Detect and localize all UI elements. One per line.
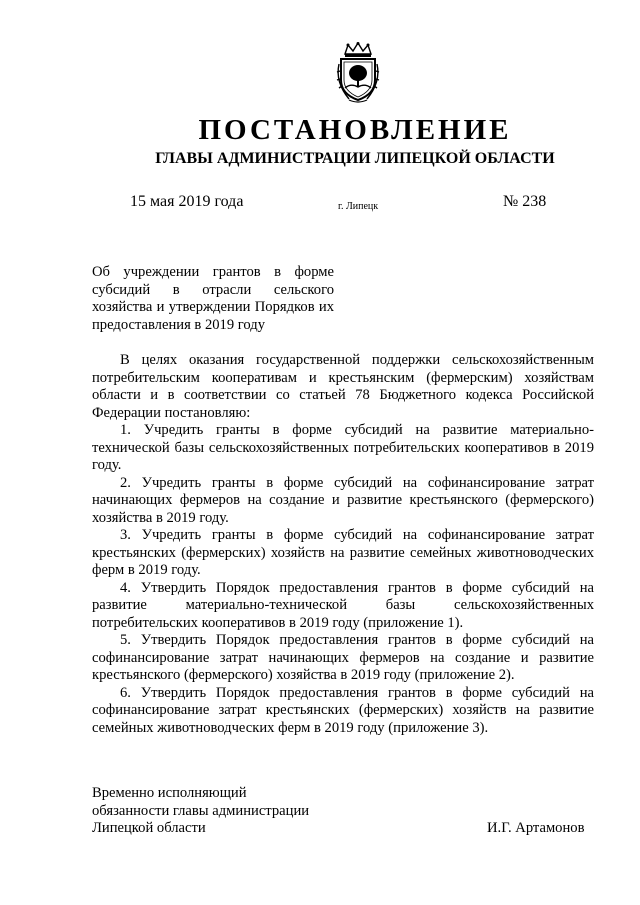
signatory-name: И.Г. Артамонов xyxy=(487,820,585,836)
coat-of-arms-icon xyxy=(333,42,383,104)
preamble-paragraph: В целях оказания государственной поддержки сельскохозяйственным потребительским кооперативам и крестьянским (фермерским) хозяйствам области и в соответствии со статьей 78 Бюджетного кодекса Российской Федерации постановляю: xyxy=(92,352,594,421)
document-number: № 238 xyxy=(503,193,547,210)
signatory-position xyxy=(92,785,309,838)
document-place: г. Липецк xyxy=(338,201,379,212)
clause-4: 4. Утвердить Порядок предоставления грантов в форме субсидий на развитие материально-технической базы сельскохозяйственных потребительских кооперативов в 2019 году (приложение 1). xyxy=(92,579,594,631)
signatory-position-line: обязанности главы администрации xyxy=(92,802,310,819)
signatory-position-line: Липецкой области xyxy=(92,820,206,836)
clause-3: 3. Учредить гранты в форме субсидий на софинансирование затрат крестьянских (фермерских) хозяйств на развитие семейных животноводческих ферм в 2019 году. xyxy=(92,527,594,578)
signatory-position-line: Временно исполняющий xyxy=(92,785,247,801)
document-date: 15 мая 2019 года xyxy=(130,193,244,210)
clause-2: 2. Учредить гранты в форме субсидий на софинансирование затрат начинающих фермеров на создание и развитие крестьянского (фермерского) хозяйства в 2019 году. xyxy=(92,474,594,526)
clause-5: 5. Утвердить Порядок предоставления грантов в форме субсидий на софинансирование затрат начинающих фермеров на создание и развитие крестьянского (фермерского) хозяйства в 2019 году (приложение 2). xyxy=(92,632,594,683)
clause-6: 6. Утвердить Порядок предоставления грантов в форме субсидий на софинансирование затрат крестьянских (фермерских) хозяйств на развитие семейных животноводческих ферм в 2019 году (приложение 3). xyxy=(92,684,594,736)
document-subtitle: ГЛАВЫ АДМИНИСТРАЦИИ ЛИПЕЦКОЙ ОБЛАСТИ xyxy=(155,150,555,167)
clause-1: 1. Учредить гранты в форме субсидий на развитие материально-технической базы сельскохозяйственных потребительских кооперативов в 2019 году. xyxy=(92,422,594,473)
document-subject: Об учреждении грантов в форме субсидий в отрасли сельского хозяйства и утверждении Порядков их предоставления в 2019 году xyxy=(92,264,334,333)
document-body xyxy=(92,352,594,737)
document-title: ПОСТАНОВЛЕНИЕ xyxy=(198,114,512,146)
